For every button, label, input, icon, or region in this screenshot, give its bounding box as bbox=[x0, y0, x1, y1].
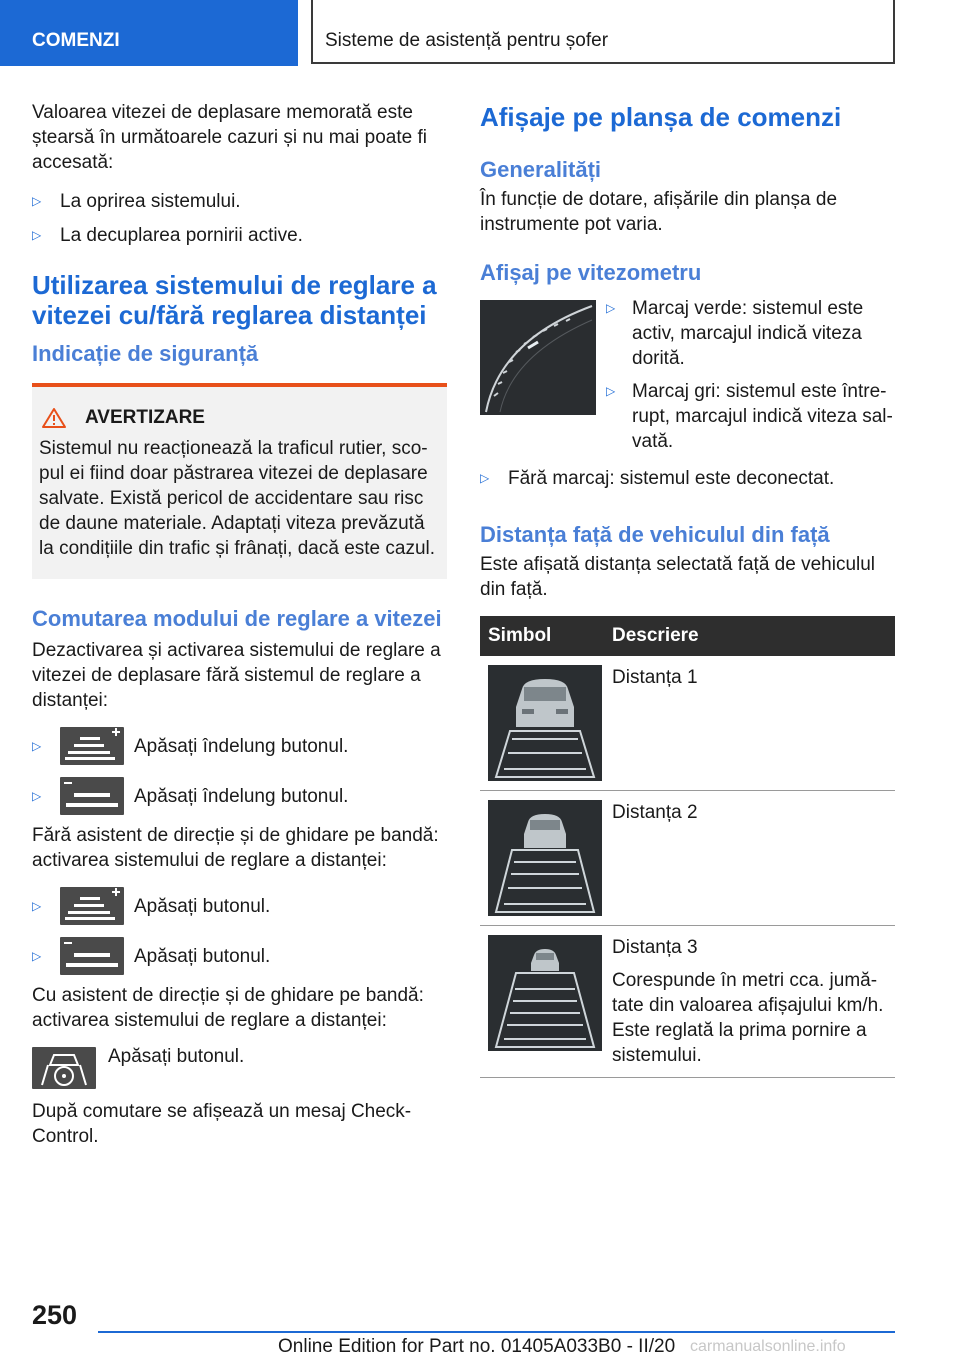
table-header-row bbox=[480, 616, 895, 656]
list-item: ▷ Apăsați butonul. bbox=[32, 937, 447, 975]
warning-title: AVERTIZARE bbox=[39, 405, 439, 430]
table-cell: Distanța 3 bbox=[612, 937, 698, 958]
list-item: ▷ La oprirea sistemului. bbox=[32, 191, 241, 212]
list-item: ▷ Apăsați butonul. bbox=[32, 887, 447, 925]
column-header: Simbol bbox=[480, 616, 604, 656]
table-cell-note: Corespunde în metri cca. jumătate din valoarea afișajului km/h. Este reglată la prima pornire a sistemului. bbox=[612, 970, 884, 1066]
watermark: carmanualsonline.info bbox=[690, 1338, 846, 1355]
table-cell: Distanța 1 bbox=[604, 656, 895, 791]
table-row bbox=[480, 656, 895, 791]
speedometer-image bbox=[480, 300, 596, 415]
section-tab[interactable]: COMENZI bbox=[0, 0, 298, 66]
acc-plus-button-icon[interactable] bbox=[60, 727, 124, 765]
speedometer-block bbox=[480, 300, 895, 454]
list-item: ▷ Apăsați îndelung butonul. bbox=[32, 777, 447, 815]
distance-2-icon bbox=[488, 800, 602, 916]
triangle-bullet-icon: ▷ bbox=[480, 471, 490, 485]
triangle-bullet-icon: ▷ bbox=[606, 301, 616, 315]
paragraph: Cu asistent de direcție și de ghidare pe bandă: activarea sistemului de reglare a distanței: bbox=[32, 985, 424, 1031]
table-cell: Distanța 2 bbox=[604, 791, 895, 926]
assist-button-row: Apăsați butonul. bbox=[32, 1047, 447, 1089]
subsection-heading: Generalități bbox=[480, 157, 602, 182]
warning-triangle-icon bbox=[41, 407, 67, 429]
paragraph: În funcție de dotare, afișările din planșa de instrumente pot varia. bbox=[480, 189, 838, 235]
warning-box bbox=[32, 383, 447, 579]
list-item: ▷ Apăsați îndelung butonul. bbox=[32, 727, 447, 765]
chapter-title: Sisteme de asistență pentru șofer bbox=[311, 0, 895, 64]
paragraph: Fără asistent de direcție și de ghidare pe bandă: activarea sistemului de reglare a distanței: bbox=[32, 825, 439, 871]
edition-text: Online Edition for Part no. 01405A033B0 - II/20 bbox=[278, 1336, 676, 1357]
right-column bbox=[480, 102, 895, 1078]
section-heading: Utilizarea sistemului de reglare a vitezei cu/fără reglarea distanței bbox=[32, 270, 437, 330]
distance-1-icon bbox=[488, 665, 602, 781]
triangle-bullet-icon: ▷ bbox=[32, 228, 42, 242]
distance-3-icon bbox=[488, 935, 602, 1051]
triangle-bullet-icon: ▷ bbox=[32, 788, 42, 803]
distance-plus-button-icon[interactable] bbox=[60, 887, 124, 925]
subsection-heading: Comutarea modului de reglare a vitezei bbox=[32, 606, 442, 631]
left-column bbox=[32, 100, 447, 1149]
triangle-bullet-icon: ▷ bbox=[606, 384, 616, 398]
page-number: 250 bbox=[32, 1300, 78, 1330]
footer-divider bbox=[98, 1331, 895, 1333]
triangle-bullet-icon: ▷ bbox=[32, 948, 42, 963]
subsection-heading: Indicație de siguranță bbox=[32, 341, 259, 366]
page-header bbox=[0, 0, 960, 66]
triangle-bullet-icon: ▷ bbox=[32, 194, 42, 208]
warning-text: Sistemul nu reacționează la traficul rutier, scopul ei fiind doar păstrarea vitezei de deplasare salvate. Există pericol de accidentare sau risc de daune materiale. Adaptați viteza prevăzută la condițiile din trafic și frânați, dacă este cazul. bbox=[39, 438, 436, 559]
column-header: Descriere bbox=[604, 616, 895, 656]
subsection-heading: Afișaj pe vitezometru bbox=[480, 260, 702, 285]
list-item: ▷ Fără marcaj: sistemul este deconectat. bbox=[480, 468, 835, 489]
triangle-bullet-icon: ▷ bbox=[32, 898, 42, 913]
paragraph: După comutare se afișează un mesaj Check-Control. bbox=[32, 1101, 412, 1147]
intro-paragraph: Valoarea vitezei de deplasare memorată este ștearsă în următoarele cazuri și nu mai poate fi accesată: bbox=[32, 102, 427, 173]
table-row bbox=[480, 926, 895, 1078]
section-heading: Afișaje pe planșa de comenzi bbox=[480, 102, 842, 132]
list-item: ▷ La decuplarea pornirii active. bbox=[32, 225, 303, 246]
paragraph: Este afișată distanța selectată față de vehiculul din față. bbox=[480, 554, 876, 600]
list-item: ▷ Marcaj gri: sistemul este întrerupt, marcajul indică viteza salvată. bbox=[606, 381, 893, 452]
paragraph: Dezactivarea și activarea sistemului de reglare a vitezei de deplasare fără sistemul de reglare a distanței: bbox=[32, 640, 441, 711]
distance-symbol-table bbox=[480, 616, 895, 1078]
acc-minus-button-icon[interactable] bbox=[60, 777, 124, 815]
triangle-bullet-icon: ▷ bbox=[32, 738, 42, 753]
steering-assist-button-icon[interactable] bbox=[32, 1047, 96, 1089]
table-row bbox=[480, 791, 895, 926]
distance-minus-button-icon[interactable] bbox=[60, 937, 124, 975]
subsection-heading: Distanța față de vehiculul din față bbox=[480, 522, 830, 547]
list-item: ▷ Marcaj verde: sistemul este activ, marcajul indică viteza dorită. bbox=[606, 298, 864, 369]
